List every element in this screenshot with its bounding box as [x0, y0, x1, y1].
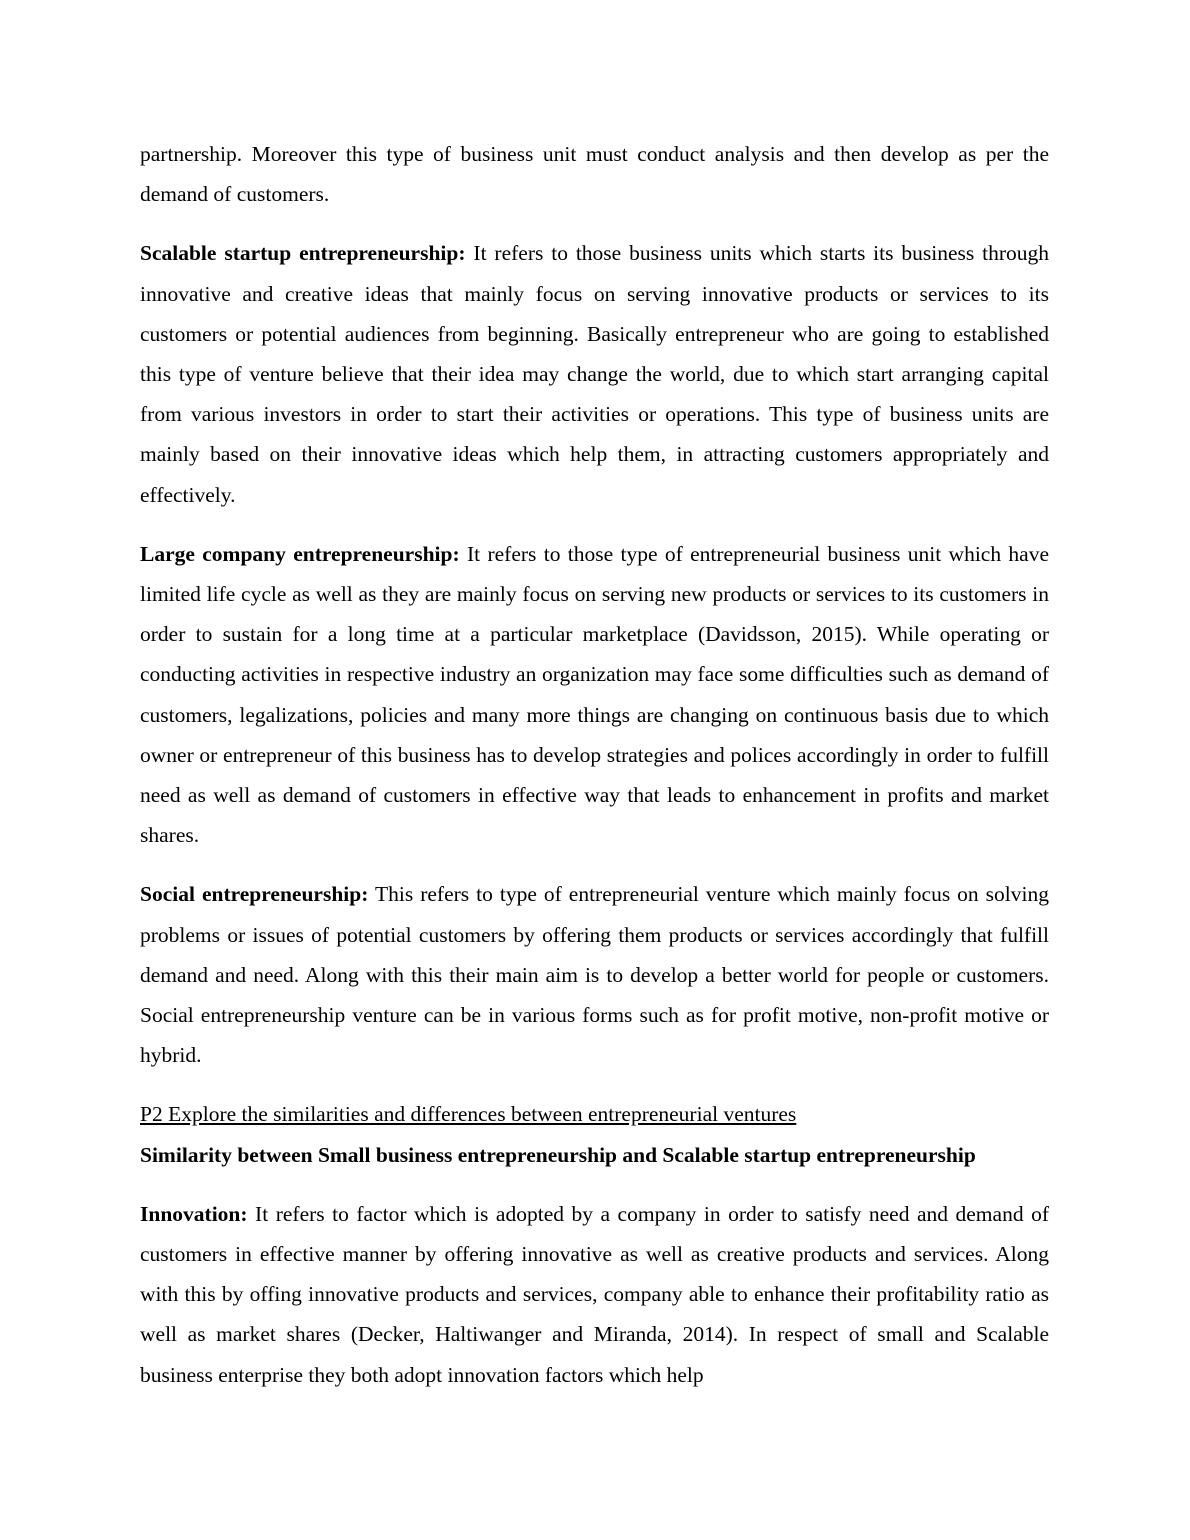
term-large-company: Large company entrepreneurship:: [140, 541, 460, 566]
paragraph-text: It refers to factor which is adopted by a company in order to satisfy need and demand of customers in effective manner by offering innovative as well as creative products and services. Along with this by offing innovative products and services, company able to enhance their profitability ratio as well as market shares (Decker, Haltiwanger and Miranda, 2014). In respect of small and Scalable business enterprise they both adopt innovation factors which help: [140, 1201, 1049, 1387]
sub-heading: Similarity between Small business entrepreneurship and Scalable startup entrepreneurship: [140, 1142, 976, 1167]
paragraph-innovation: [140, 1194, 1049, 1395]
paragraph-text: It refers to those type of entrepreneurial business unit which have limited life cycle as well as they are mainly focus on serving new products or services to its customers in order to sustain for a long time at a particular marketplace (Davidsson, 2015). While operating or conducting activities in respective industry an organization may face some difficulties such as demand of customers, legalizations, policies and many more things are changing on continuous basis due to which owner or entrepreneur of this business has to develop strategies and polices accordingly in order to fulfill need as well as demand of customers in effective way that leads to enhancement in profits and market shares.: [140, 541, 1050, 848]
paragraph-text: This refers to type of entrepreneurial venture which mainly focus on solving problems or issues of potential customers by offering them products or services accordingly that fulfill demand and need. Along with this their main aim is to develop a better world for people or customers. Social entrepreneurship venture can be in various forms such as for profit motive, non-profit motive or hybrid.: [140, 882, 1049, 1068]
document-page: [140, 134, 1049, 1414]
paragraph-text: It refers to those business units which starts its business through innovative and creative ideas that mainly focus on serving innovative products or services to its customers or potential audiences from beginning. Basically entrepreneur who are going to established this type of venture believe that their idea may change the world, due to which start arranging capital from various investors in order to start their activities or operations. This type of business units are mainly based on their innovative ideas which help them, in attracting customers appropriately and effectively.: [140, 241, 1049, 507]
paragraph-text: partnership. Moreover this type of business unit must conduct analysis and then develop as per the demand of customers.: [140, 142, 1049, 207]
section-heading: P2 Explore the similarities and differences between entrepreneurial ventures: [140, 1102, 797, 1127]
term-scalable-startup: Scalable startup entrepreneurship:: [140, 241, 466, 266]
paragraph-continuation: [140, 134, 1049, 214]
paragraph-scalable-startup: [140, 233, 1049, 514]
term-social: Social entrepreneurship:: [140, 882, 369, 907]
paragraph-social: [140, 874, 1049, 1075]
term-innovation: Innovation:: [140, 1201, 248, 1226]
paragraph-large-company: [140, 534, 1049, 856]
